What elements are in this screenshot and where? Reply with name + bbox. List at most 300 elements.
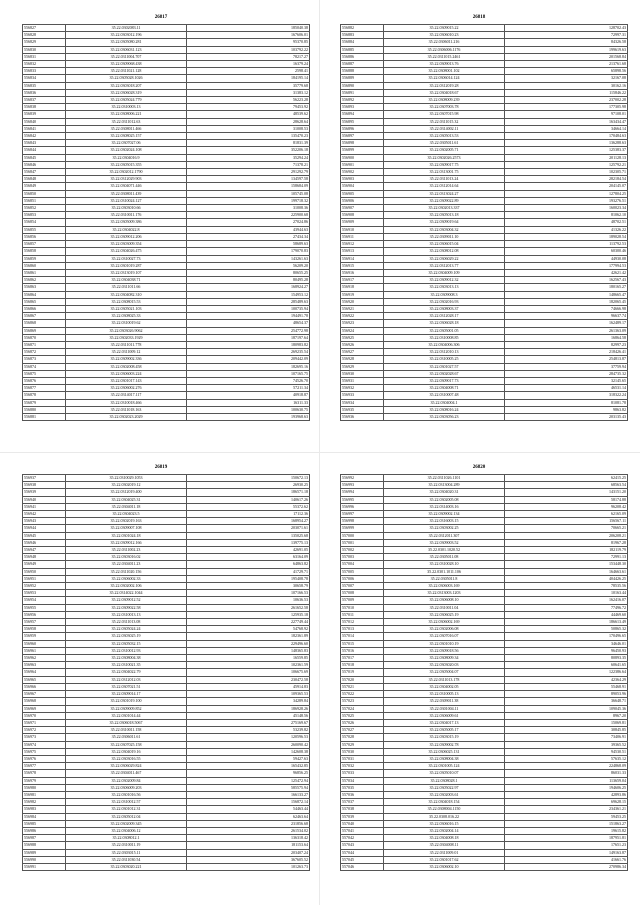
value-cell: 135025.68 <box>187 532 310 539</box>
value-cell: 142608.38 <box>187 748 310 755</box>
row-id-cell: 556972 <box>23 727 66 734</box>
cadastral-number-cell: 35.22.0308001.102 <box>384 68 505 75</box>
cadastral-number-cell: 35.22.0302009.345 <box>66 820 187 827</box>
row-id-cell: 557036 <box>341 791 384 798</box>
value-cell: 105745.08 <box>187 190 310 197</box>
value-cell: 42364.29 <box>505 676 628 683</box>
table-row <box>341 183 628 190</box>
cadastral-number-cell: 35.22.0307025.158 <box>66 741 187 748</box>
row-id-cell: 556863 <box>23 284 66 291</box>
value-cell: 72997.31 <box>505 32 628 39</box>
table-row <box>341 719 628 726</box>
cadastral-number-cell: 35.22.0310021.35 <box>66 662 187 669</box>
row-id-cell: 556878 <box>23 392 66 399</box>
table-row <box>341 770 628 777</box>
cadastral-number-cell: 35.22.0309012.52 <box>66 597 187 604</box>
value-cell: 143261.63 <box>187 255 310 262</box>
table-row <box>341 334 628 341</box>
row-id-cell: 557038 <box>341 806 384 813</box>
cadastral-number-cell: 35.22.0304023.5 <box>66 511 187 518</box>
row-id-cell: 556940 <box>23 496 66 503</box>
value-cell: 103792.22 <box>187 46 310 53</box>
row-id-cell: 556852 <box>23 205 66 212</box>
value-cell: 148365.83 <box>187 647 310 654</box>
table-row <box>23 518 310 525</box>
cadastral-number-cell: 35.22.0305012.04 <box>66 813 187 820</box>
cadastral-number-cell: 35.22.0309017.75 <box>384 161 505 168</box>
value-cell: 58174.88 <box>505 496 628 503</box>
cadastral-number-cell: 35.22.0301027.57 <box>384 363 505 370</box>
cadastral-number-cell: 35.22.0309002.134 <box>384 511 505 518</box>
value-cell: 154953.12 <box>187 291 310 298</box>
cadastral-number-cell: 35.22.0306025.19 <box>384 611 505 618</box>
table-row <box>23 575 310 582</box>
row-id-cell: 556866 <box>23 305 66 312</box>
table-row <box>341 89 628 96</box>
value-cell: 224868.09 <box>505 763 628 770</box>
value-cell: 282184.54 <box>505 176 628 183</box>
cadastral-number-cell: 35.22.0311011.778 <box>66 341 187 348</box>
row-id-cell: 556910 <box>341 226 384 233</box>
row-id-cell: 556871 <box>23 341 66 348</box>
value-cell: 73406.91 <box>505 734 628 741</box>
row-id-cell: 556956 <box>23 611 66 618</box>
value-cell: 187951.81 <box>505 835 628 842</box>
table-row <box>341 482 628 489</box>
row-id-cell: 556905 <box>341 190 384 197</box>
row-id-cell: 556945 <box>23 532 66 539</box>
value-cell: 100630.75 <box>187 406 310 413</box>
row-id-cell: 556861 <box>23 269 66 276</box>
cadastral-number-cell: 35.22.0306011.61 <box>66 734 187 741</box>
table-row <box>23 89 310 96</box>
cadastral-number-cell: 35.22.0309012.32 <box>384 277 505 284</box>
row-id-cell: 556990 <box>23 856 66 863</box>
table-row <box>23 655 310 662</box>
value-cell: 74666.98 <box>505 305 628 312</box>
value-cell: 213761.68 <box>505 61 628 68</box>
row-id-cell: 556875 <box>23 370 66 377</box>
value-cell: 260090.42 <box>187 741 310 748</box>
cadastral-number-cell: 35.22.0306003.224 <box>66 370 187 377</box>
table-row <box>341 791 628 798</box>
cadastral-number-cell: 35.22.0304004.1 <box>384 399 505 406</box>
value-cell: 177305.98 <box>505 104 628 111</box>
row-id-cell: 556995 <box>341 496 384 503</box>
value-cell: 71378.21 <box>187 161 310 168</box>
cadastral-number-cell: 35.22.0306008.10 <box>384 597 505 604</box>
cadastral-number-cell: 35.22.0304011.467 <box>66 770 187 777</box>
table-row <box>23 82 310 89</box>
row-id-cell: 556960 <box>23 640 66 647</box>
value-cell: 32145.65 <box>505 377 628 384</box>
row-id-cell: 556870 <box>23 334 66 341</box>
table-row <box>341 683 628 690</box>
row-id-cell: 556869 <box>23 327 66 334</box>
value-cell: 182361.89 <box>187 633 310 640</box>
cadastral-number-cell: 35.22.0308025.33 <box>66 313 187 320</box>
table-row <box>23 183 310 190</box>
cadastral-number-cell: 35.22.0302004.14 <box>384 827 505 834</box>
cadastral-number-cell: 35.22.0314003.16 <box>384 503 505 510</box>
value-cell: 30658.79 <box>187 583 310 590</box>
value-cell: 101263.73 <box>187 863 310 870</box>
cadastral-number-cell: 35.22.0306002.276 <box>66 385 187 392</box>
row-id-cell: 556993 <box>341 482 384 489</box>
cadastral-number-cell: 35.22.0301004.11 <box>384 705 505 712</box>
cadastral-number-cell: 35.22.0309002.336 <box>66 356 187 363</box>
value-cell: 318322.24 <box>505 392 628 399</box>
cadastral-number-cell: 35.22.0311004.707 <box>66 53 187 60</box>
row-id-cell: 556941 <box>23 503 66 510</box>
table-row <box>341 763 628 770</box>
cadastral-number-cell: 35.22.0309022.89 <box>384 197 505 204</box>
row-id-cell: 557025 <box>341 712 384 719</box>
cadastral-number-cell: 35.22.0306031.123 <box>66 46 187 53</box>
table-row <box>341 590 628 597</box>
cadastral-number-cell: 35.22.0305015.355 <box>66 161 187 168</box>
value-cell: 39365.52 <box>505 741 628 748</box>
value-cell: 63164.09 <box>187 554 310 561</box>
table-row <box>341 863 628 870</box>
cadastral-number-cell: 35.22.0311015.2461 <box>384 53 505 60</box>
cadastral-number-cell: 35.22.0304006.12 <box>66 827 187 834</box>
table-row <box>23 791 310 798</box>
cadastral-number-cell: 35.22.0311020.156 <box>66 568 187 575</box>
row-id-cell: 556997 <box>341 511 384 518</box>
cadastral-number-cell: 35.22.0303018.207 <box>66 82 187 89</box>
value-cell: 199718.32 <box>187 197 310 204</box>
row-id-cell: 557006 <box>341 575 384 582</box>
row-id-cell: 556981 <box>23 791 66 798</box>
table-row <box>341 561 628 568</box>
cadastral-number-cell: 35.22.0312013.77 <box>384 262 505 269</box>
value-cell: 59453.25 <box>505 813 628 820</box>
row-id-cell: 556971 <box>23 719 66 726</box>
table-row <box>23 197 310 204</box>
cadastral-number-cell: 35.22.0308025.157 <box>66 133 187 140</box>
value-cell: 181153.64 <box>187 842 310 849</box>
row-id-cell: 557009 <box>341 597 384 604</box>
row-id-cell: 557021 <box>341 683 384 690</box>
table-row <box>341 370 628 377</box>
cadastral-number-cell: 35.22.0303056.23 <box>384 413 505 420</box>
value-cell: 164663.61 <box>505 568 628 575</box>
cadastral-number-cell: 35.22.0306006.1176 <box>384 46 505 53</box>
value-cell: 16311.33 <box>187 399 310 406</box>
value-cell: 165432.85 <box>187 763 310 770</box>
table-row <box>23 842 310 849</box>
value-cell: 113659.04 <box>505 777 628 784</box>
table-row <box>341 583 628 590</box>
value-cell: 96450.93 <box>505 647 628 654</box>
value-cell: 136318.42 <box>187 835 310 842</box>
value-cell: 77496.72 <box>505 604 628 611</box>
row-id-cell: 557035 <box>341 784 384 791</box>
row-id-cell: 556955 <box>23 604 66 611</box>
table-row <box>23 719 310 726</box>
row-id-cell: 556858 <box>23 248 66 255</box>
cadastral-number-cell: 35.22.0306016.15 <box>384 820 505 827</box>
value-cell: 82997.23 <box>505 341 628 348</box>
row-id-cell: 556839 <box>23 111 66 118</box>
row-id-cell: 556931 <box>341 377 384 384</box>
value-cell: 139775.13 <box>187 539 310 546</box>
row-id-cell: 556835 <box>23 82 66 89</box>
cadastral-number-cell: 35.22.0304011.23 <box>66 561 187 568</box>
row-id-cell: 556968 <box>23 698 66 705</box>
cadastral-number-cell: 35.22.0301.1011.106 <box>384 568 505 575</box>
row-id-cell: 556970 <box>23 712 66 719</box>
cadastral-number-cell: 35.22.0301012.31 <box>66 806 187 813</box>
cadastral-number-cell: 35.22.0312028.17 <box>384 313 505 320</box>
table-row <box>341 399 628 406</box>
cadastral-number-cell: 35.22.0305032.15 <box>66 640 187 647</box>
row-id-cell: 556911 <box>341 233 384 240</box>
row-id-cell: 556854 <box>23 219 66 226</box>
page-divider-horizontal <box>0 452 640 453</box>
row-id-cell: 557026 <box>341 719 384 726</box>
cadastral-number-cell: 35.22.0302083.11 <box>66 25 187 32</box>
table-row <box>23 370 310 377</box>
value-cell: 15069.81 <box>505 719 628 726</box>
value-cell: 70665.21 <box>505 525 628 532</box>
value-cell: 28628.64 <box>187 118 310 125</box>
row-id-cell: 556893 <box>341 104 384 111</box>
cadastral-number-cell: 35.22.0301016.56 <box>66 791 187 798</box>
table-row <box>23 647 310 654</box>
cadastral-number-cell: 35.22.0304020.31 <box>384 489 505 496</box>
table-block-3 <box>22 464 308 871</box>
row-id-cell: 556937 <box>23 475 66 482</box>
cadastral-number-cell: 35.22.0303015.11 <box>66 849 187 856</box>
row-id-cell: 556989 <box>23 849 66 856</box>
table-row <box>23 46 310 53</box>
cadastral-number-cell: 35.22.0308.016.22 <box>384 813 505 820</box>
cadastral-number-cell: 35.22.0313024.27 <box>384 190 505 197</box>
value-cell: 31383.12 <box>187 89 310 96</box>
table-row <box>23 377 310 384</box>
value-cell: 237002.28 <box>505 97 628 104</box>
value-cell: 107165.75 <box>187 370 310 377</box>
value-cell: 80893.35 <box>505 655 628 662</box>
cadastral-number-cell: 35.22.0307021.51 <box>66 683 187 690</box>
value-cell: 203071.61 <box>187 525 310 532</box>
table-row <box>341 46 628 53</box>
value-cell: 229496.60 <box>187 640 310 647</box>
table-row <box>341 111 628 118</box>
cadastral-number-cell: 35.22.0301014.44 <box>66 712 187 719</box>
row-id-cell: 557037 <box>341 799 384 806</box>
row-id-cell: 556874 <box>23 363 66 370</box>
row-id-cell: 556890 <box>341 82 384 89</box>
table-row <box>23 604 310 611</box>
row-id-cell: 556969 <box>23 705 66 712</box>
row-id-cell: 556939 <box>23 489 66 496</box>
cadastral-number-cell: 35.22.0304038.71 <box>66 277 187 284</box>
row-id-cell: 556962 <box>23 655 66 662</box>
cadastral-number-cell: 35.22.0309014.17 <box>66 691 187 698</box>
row-id-cell: 556958 <box>23 626 66 633</box>
cadastral-number-cell: 35.22.0304022.8 <box>66 226 187 233</box>
value-cell: 261363.09 <box>505 327 628 334</box>
row-id-cell: 557033 <box>341 770 384 777</box>
value-cell: 151863.27 <box>505 820 628 827</box>
cadastral-number-cell: 35.22.0309022.58 <box>66 604 187 611</box>
table-row <box>23 320 310 327</box>
row-id-cell: 556965 <box>23 676 66 683</box>
table-row <box>341 169 628 176</box>
table-row <box>341 68 628 75</box>
value-cell: 10636.53 <box>187 597 310 604</box>
table-row <box>23 748 310 755</box>
row-id-cell: 556904 <box>341 183 384 190</box>
value-cell: 186571.18 <box>187 489 310 496</box>
cadastral-number-cell: 35.22.0303025.19 <box>66 633 187 640</box>
row-id-cell: 556865 <box>23 298 66 305</box>
table-row <box>23 475 310 482</box>
row-id-cell: 556914 <box>341 255 384 262</box>
cadastral-number-cell: 35.22.0311013.178 <box>384 676 505 683</box>
data-table <box>340 24 628 421</box>
cadastral-number-cell: 35.22.0307016.07 <box>384 633 505 640</box>
value-cell: 158684.09 <box>187 183 310 190</box>
row-id-cell: 556848 <box>23 176 66 183</box>
table-row <box>341 755 628 762</box>
table-row <box>341 277 628 284</box>
value-cell: 185040.38 <box>187 25 310 32</box>
row-id-cell: 556853 <box>23 212 66 219</box>
value-cell: 96856.25 <box>187 770 310 777</box>
row-id-cell: 557022 <box>341 691 384 698</box>
value-cell: 86031.33 <box>505 770 628 777</box>
cadastral-number-cell: 35.22.0309009.852 <box>66 705 187 712</box>
cadastral-number-cell: 35.22.0306014.124 <box>384 75 505 82</box>
table-row <box>341 291 628 298</box>
value-cell: 31008.53 <box>187 125 310 132</box>
table-row <box>23 226 310 233</box>
cadastral-number-cell: 35.22.0303016.02 <box>66 554 187 561</box>
table-row <box>23 633 310 640</box>
table-row <box>23 583 310 590</box>
row-id-cell: 556966 <box>23 683 66 690</box>
value-cell: 32167.08 <box>505 75 628 82</box>
row-id-cell: 556948 <box>23 554 66 561</box>
cadastral-number-cell: 35.22.0310011.19 <box>66 842 187 849</box>
row-id-cell: 557039 <box>341 813 384 820</box>
row-id-cell: 556909 <box>341 219 384 226</box>
cadastral-number-cell: 35.22.0311013.08 <box>66 619 187 626</box>
row-id-cell: 556912 <box>341 241 384 248</box>
value-cell: 156567.11 <box>505 518 628 525</box>
table-row <box>341 547 628 554</box>
table-row <box>341 413 628 420</box>
table-row <box>341 647 628 654</box>
table-row <box>23 568 310 575</box>
value-cell: 125935.18 <box>187 611 310 618</box>
table-row <box>341 676 628 683</box>
cadastral-number-cell: 35.22.0306015.04 <box>384 241 505 248</box>
row-id-cell: 556932 <box>341 385 384 392</box>
row-id-cell: 557012 <box>341 619 384 626</box>
value-cell: 48654.37 <box>187 320 310 327</box>
cadastral-number-cell: 35.22.0304008.71 <box>384 385 505 392</box>
table-row <box>23 683 310 690</box>
row-id-cell: 557008 <box>341 590 384 597</box>
value-cell: 234361.21 <box>505 806 628 813</box>
cadastral-number-cell: 35.22.0305021.103 <box>66 305 187 312</box>
row-id-cell: 557016 <box>341 647 384 654</box>
row-id-cell: 556862 <box>23 277 66 284</box>
table-row <box>23 813 310 820</box>
row-id-cell: 556838 <box>23 104 66 111</box>
table-row <box>341 475 628 482</box>
table-row <box>23 147 310 154</box>
cadastral-number-cell: 35.22.0313004.289 <box>384 482 505 489</box>
value-cell: 78217.27 <box>187 53 310 60</box>
row-id-cell: 556894 <box>341 111 384 118</box>
table-row <box>341 147 628 154</box>
value-cell: 78535.56 <box>505 583 628 590</box>
value-cell: 106675.69 <box>187 669 310 676</box>
value-cell: 81831.39 <box>187 140 310 147</box>
value-cell: 10163.44 <box>505 590 628 597</box>
cadastral-number-cell: 35.22.0310011.176 <box>66 212 187 219</box>
cadastral-number-cell: 35.22.0312019.28 <box>384 82 505 89</box>
cadastral-number-cell: 35.22.0309003.52 <box>384 539 505 546</box>
cadastral-number-cell: 35.22.0302026.2573 <box>384 154 505 161</box>
cadastral-number-cell: 35.22.0303013.13 <box>384 284 505 291</box>
table-row <box>341 133 628 140</box>
row-id-cell: 556844 <box>23 147 66 154</box>
table-block-1 <box>22 14 308 421</box>
table-row <box>23 154 310 161</box>
value-cell: 48539.62 <box>187 111 310 118</box>
cadastral-number-cell: 35.22.0307003.78 <box>384 104 505 111</box>
cadastral-number-cell: 35.22.0305010.07 <box>384 770 505 777</box>
table-row <box>23 341 310 348</box>
cadastral-number-cell: 35.22.0308006.221 <box>66 111 187 118</box>
table-row <box>341 161 628 168</box>
value-cell: 168924.27 <box>187 284 310 291</box>
table-row <box>341 806 628 813</box>
table-row <box>23 511 310 518</box>
cadastral-number-cell: 35.22.0306003.169 <box>384 583 505 590</box>
value-cell: 107166.53 <box>187 590 310 597</box>
row-id-cell: 557032 <box>341 763 384 770</box>
table-row <box>23 727 310 734</box>
value-cell: 150672.13 <box>187 475 310 482</box>
row-id-cell: 557024 <box>341 705 384 712</box>
table-row <box>341 655 628 662</box>
table-row <box>23 691 310 698</box>
table-row <box>23 741 310 748</box>
row-id-cell: 556892 <box>341 97 384 104</box>
value-cell: 36648.71 <box>505 698 628 705</box>
row-id-cell: 556949 <box>23 561 66 568</box>
value-cell: 2598.41 <box>187 68 310 75</box>
table-row <box>23 190 310 197</box>
value-cell: 69628.15 <box>505 799 628 806</box>
table-row <box>341 640 628 647</box>
table-row <box>341 363 628 370</box>
table-row <box>23 212 310 219</box>
table-row <box>23 363 310 370</box>
value-cell: 60300.46 <box>505 248 628 255</box>
row-id-cell: 557023 <box>341 698 384 705</box>
cadastral-number-cell: 35.22.0304026.475 <box>66 248 187 255</box>
cadastral-number-cell: 35.22.0308009.34 <box>384 655 505 662</box>
